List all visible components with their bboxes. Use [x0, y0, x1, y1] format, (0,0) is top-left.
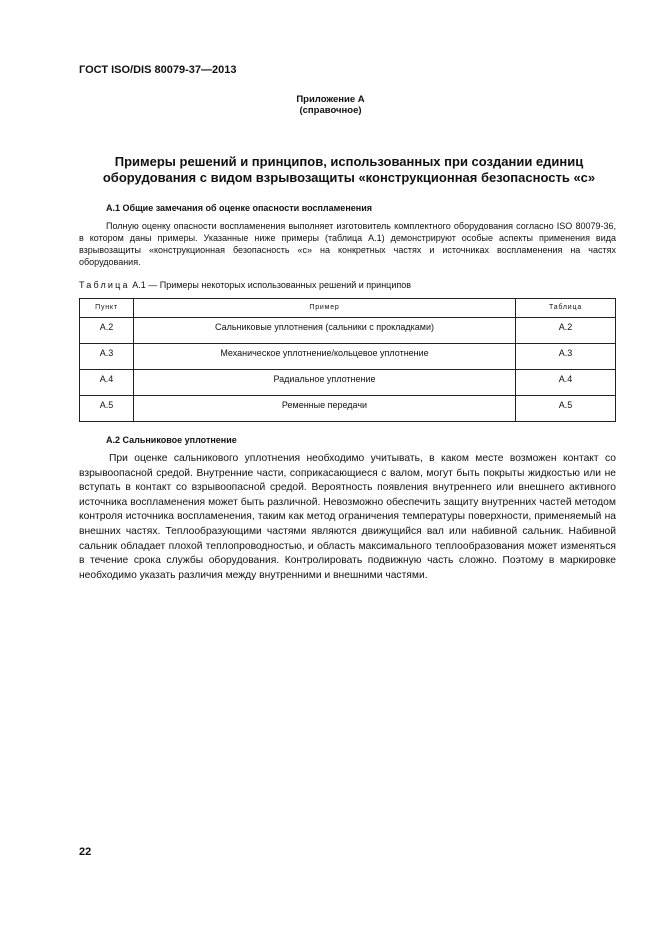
table-caption [79, 280, 411, 290]
document-header: ГОСТ ISO/DIS 80079-37—2013 [79, 64, 237, 76]
table-header-row [80, 299, 616, 318]
header-table: Таблица [516, 299, 616, 318]
table-caption-text: А.1 — Примеры некоторых использованных решений и принципов [132, 280, 412, 290]
section-a2-paragraph: При оценке сальникового уплотнения необходимо учитывать, в каком месте возможен контакт со взрывоопасной средой. Внутренние части, соприкасающиеся с валом, могут быть покрыты жидкостью или не вступать в контакт со взрывоопасной средой. Вероятность появления внутреннего или внешнего активного источника воспламенения может быть различной. Невозможно обеспечить защиту внутренних частей методом контроля источника воспламенения, таким как метод ограничения температуры поверхности, применяемый на внешних частях. Теплообразующими частями являются движущийся вал или набивной сальник. Набивной сальник обладает плохой теплопроводностью, и область максимального теплообразования может изменяться в течение срока службы оборудования. Контролировать подвижную часть сложно. Поэтому в маркировке необходимо указать различия между внутренними и внешними частями. [79, 453, 616, 581]
cell-item: А.3 [80, 344, 134, 370]
table-row [80, 370, 616, 396]
cell-item: А.4 [80, 370, 134, 396]
cell-example: Ременные передачи [134, 396, 516, 422]
table-row [80, 344, 616, 370]
section-a2-heading: А.2 Сальниковое уплотнение [106, 435, 237, 445]
section-a1-paragraph: Полную оценку опасности воспламенения выполняет изготовитель комплектного оборудования согласно ISO 80079-36, в котором даны примеры. Указанные ниже примеры (таблица А.1) демонстрируют особые аспекты применения вида взрывозащиты «конструкционная безопасность «с» на конкретных частях и источниках воспламенения на частях оборудования. [79, 221, 616, 267]
appendix-title: Приложение А [296, 94, 365, 105]
cell-table: А.5 [516, 396, 616, 422]
header-example: Пример [134, 299, 516, 318]
page-number: 22 [79, 846, 92, 858]
main-title: Примеры решений и принципов, использованных при создании единиц оборудования с видом взрывозащиты «конструкционная безопасность «с» [102, 154, 596, 185]
table-row [80, 396, 616, 422]
cell-item: А.5 [80, 396, 134, 422]
section-a1-heading: А.1 Общие замечания об оценке опасности воспламенения [106, 203, 372, 213]
cell-table: А.4 [516, 370, 616, 396]
appendix-subtitle: (справочное) [299, 105, 362, 116]
cell-table: А.3 [516, 344, 616, 370]
header-item: Пункт [80, 299, 134, 318]
cell-example: Сальниковые уплотнения (сальники с прокладками) [134, 318, 516, 344]
table-caption-word: Таблица [79, 280, 130, 290]
table-row [80, 318, 616, 344]
cell-example: Радиальное уплотнение [134, 370, 516, 396]
cell-table: А.2 [516, 318, 616, 344]
examples-table [79, 298, 616, 422]
cell-item: А.2 [80, 318, 134, 344]
cell-example: Механическое уплотнение/кольцевое уплотнение [134, 344, 516, 370]
